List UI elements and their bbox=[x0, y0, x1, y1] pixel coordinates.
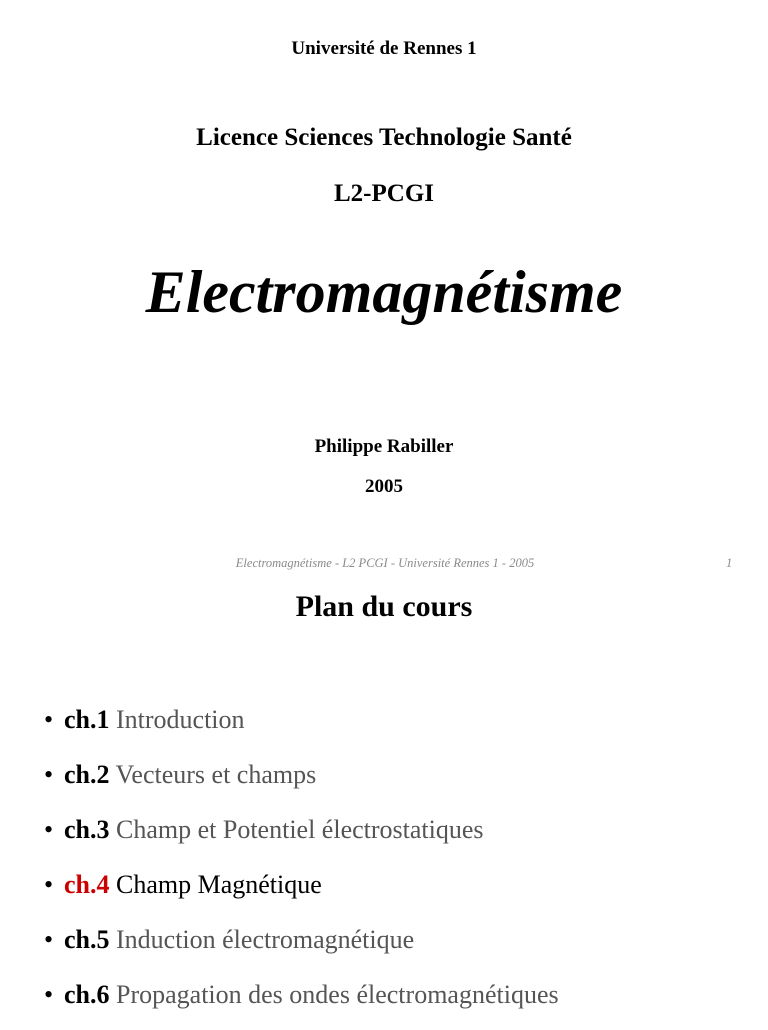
bullet-icon: • bbox=[44, 705, 54, 734]
university-name: Université de Rennes 1 bbox=[291, 38, 477, 59]
course-level: L2-PCGI bbox=[334, 180, 434, 207]
plan-title: Plan du cours bbox=[295, 590, 473, 623]
chapter-list bbox=[44, 700, 559, 1030]
chapter-title: Introduction bbox=[116, 705, 245, 734]
chapter-number: ch.5 bbox=[64, 925, 110, 954]
bullet-icon: • bbox=[44, 925, 54, 954]
author-name: Philippe Rabiller bbox=[314, 436, 454, 457]
bullet-icon: • bbox=[44, 870, 54, 899]
bullet-icon: • bbox=[44, 760, 54, 789]
chapter-number: ch.4 bbox=[64, 870, 110, 899]
chapter-number: ch.2 bbox=[64, 760, 110, 789]
chapter-item bbox=[44, 975, 559, 1030]
chapter-number: ch.1 bbox=[64, 705, 110, 734]
chapter-item bbox=[44, 810, 559, 865]
chapter-title: Induction électromagnétique bbox=[116, 925, 415, 954]
bullet-icon: • bbox=[44, 980, 54, 1009]
slide-footer: Electromagnétisme - L2 PCGI - Université Rennes 1 - 2005 bbox=[235, 556, 535, 570]
chapter-title: Champ et Potentiel électrostatiques bbox=[116, 815, 484, 844]
chapter-number: ch.6 bbox=[64, 980, 110, 1009]
page-number: 1 bbox=[726, 556, 733, 570]
chapter-item bbox=[44, 755, 559, 810]
bullet-icon: • bbox=[44, 815, 54, 844]
chapter-item-current bbox=[44, 865, 559, 920]
document-year: 2005 bbox=[365, 476, 403, 497]
chapter-title: Vecteurs et champs bbox=[115, 760, 317, 789]
chapter-item bbox=[44, 920, 559, 975]
chapter-number: ch.3 bbox=[64, 815, 110, 844]
program-name: Licence Sciences Technologie Santé bbox=[196, 124, 572, 151]
chapter-item bbox=[44, 700, 559, 755]
chapter-title: Champ Magnétique bbox=[116, 870, 322, 899]
chapter-title: Propagation des ondes électromagnétiques bbox=[116, 980, 559, 1009]
document-title: Electromagnétisme bbox=[145, 259, 623, 325]
